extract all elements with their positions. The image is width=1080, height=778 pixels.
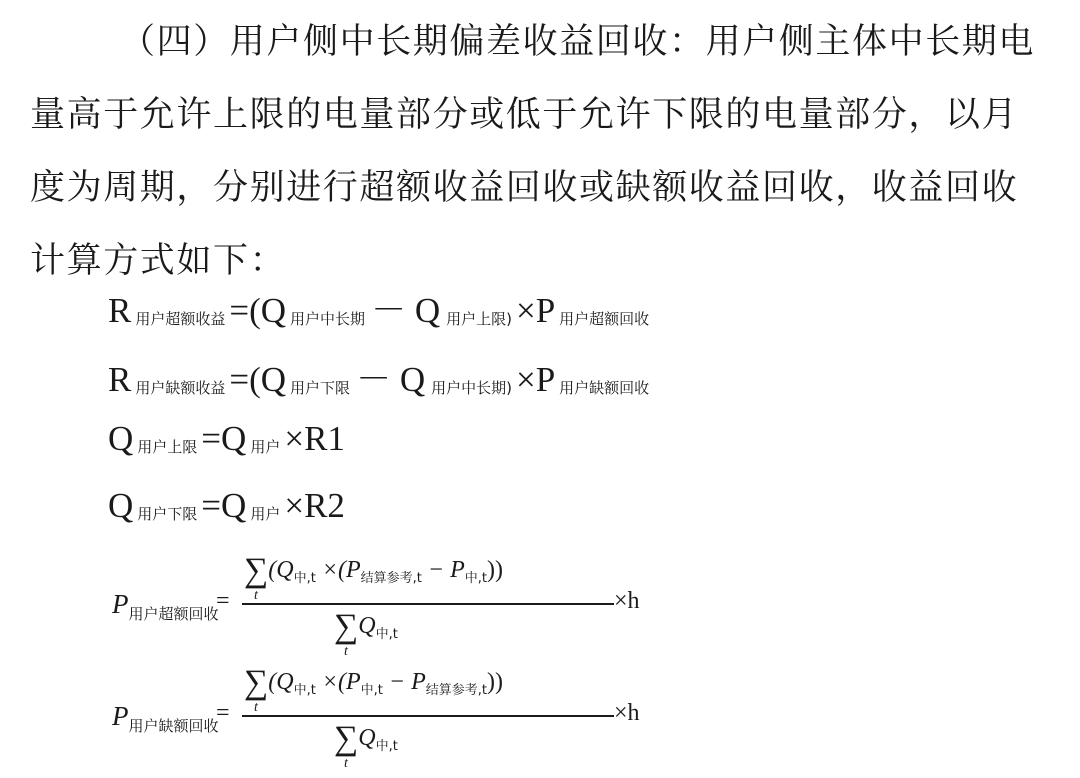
eq1-r: R <box>108 291 132 330</box>
f1-num-p2-sub: 中,t <box>464 571 487 586</box>
f1-den-t: t <box>344 644 348 659</box>
f1-numerator <box>244 548 503 589</box>
eq4-eq: =Q <box>201 486 247 525</box>
eq4-tail: ×R2 <box>284 486 345 525</box>
f2-tail: ×h <box>614 700 640 726</box>
eq1-times-p: ×P <box>515 291 556 330</box>
equation-upper-limit <box>108 419 345 459</box>
paragraph-text-1: （四）用户侧中长期偏差收益回收：用户侧主体中长期电 <box>120 22 1036 62</box>
paragraph-line-4: 计算方式如下： <box>30 241 287 281</box>
f2-denominator <box>334 716 398 757</box>
f2-num-minus: − P <box>382 669 426 695</box>
eq1-open: =(Q <box>229 291 287 330</box>
f1-den-q: Q <box>358 613 376 639</box>
f1-num-close: )) <box>487 557 503 583</box>
f1-num-sigma: ∑ <box>244 552 269 589</box>
f1-den-sigma: ∑ <box>334 608 359 645</box>
f2-numerator <box>244 660 503 701</box>
f2-lhs-subscript: 用户缺额回收 <box>128 717 219 735</box>
f2-equals: = <box>216 700 230 726</box>
eq2-p-subscript: 用户缺额回收 <box>559 379 650 397</box>
paragraph-line-1 <box>30 6 1036 79</box>
f1-lhs-p: P <box>112 589 129 619</box>
eq2-b-subscript: 用户中长期) <box>431 379 512 397</box>
equation-shortfall-revenue <box>108 352 653 402</box>
eq2-a-subscript: 用户下限 <box>290 379 351 397</box>
eq2-open: =(Q <box>229 360 287 399</box>
f2-num-sigma: ∑ <box>244 664 269 701</box>
f2-num-open: (Q <box>268 669 294 695</box>
eq2-r-subscript: 用户缺额收益 <box>135 379 226 397</box>
eq1-p-subscript: 用户超额回收 <box>559 310 650 328</box>
f1-equals: = <box>216 588 230 614</box>
f2-den-sigma: ∑ <box>334 720 359 757</box>
f1-denominator <box>334 604 398 645</box>
f1-fraction-bar <box>242 603 614 605</box>
f2-num-close: )) <box>487 669 503 695</box>
f2-num-times: ×(P <box>315 669 361 695</box>
f1-num-p1-sub: 结算参考,t <box>360 571 422 586</box>
eq1-a-subscript: 用户中长期 <box>290 310 366 328</box>
f1-lhs <box>112 589 219 624</box>
eq4-u-subscript: 用户 <box>250 505 281 523</box>
eq1-minus: － Q <box>371 291 441 330</box>
f2-den-q: Q <box>358 725 376 751</box>
eq2-times-p: ×P <box>515 360 556 399</box>
eq4-q-subscript: 用户下限 <box>137 505 198 523</box>
paragraph-line-3: 度为周期，分别进行超额收益回收或缺额收益回收，收益回收 <box>30 168 1019 208</box>
f1-num-t: t <box>254 588 258 603</box>
paragraph-line-2: 量高于允许上限的电量部分或低于允许下限的电量部分，以月 <box>30 95 1019 135</box>
f2-num-p2-sub: 结算参考,t <box>425 683 487 698</box>
f1-num-open: (Q <box>268 557 294 583</box>
f1-lhs-subscript: 用户超额回收 <box>128 605 219 623</box>
eq3-tail: ×R1 <box>284 419 345 458</box>
eq1-r-subscript: 用户超额收益 <box>135 310 226 328</box>
f2-num-q-sub: 中,t <box>293 683 316 698</box>
f1-tail: ×h <box>614 588 640 614</box>
eq2-r: R <box>108 360 132 399</box>
eq3-u-subscript: 用户 <box>250 438 281 456</box>
eq1-b-subscript: 用户上限) <box>446 310 512 328</box>
f1-den-q-sub: 中,t <box>375 627 398 642</box>
eq3-q: Q <box>108 419 134 458</box>
f2-den-t: t <box>344 756 348 771</box>
f2-lhs <box>112 701 219 736</box>
eq4-q: Q <box>108 486 134 525</box>
f2-num-t: t <box>254 700 258 715</box>
equation-lower-limit <box>108 486 345 526</box>
eq3-q-subscript: 用户上限 <box>137 438 198 456</box>
f2-lhs-p: P <box>112 701 129 731</box>
eq2-minus: － Q <box>356 360 426 399</box>
f1-num-times: ×(P <box>315 557 361 583</box>
f1-num-minus: − P <box>421 557 465 583</box>
body-paragraph <box>30 6 1036 298</box>
equation-surplus-revenue <box>108 283 653 333</box>
f2-den-q-sub: 中,t <box>375 739 398 754</box>
f2-num-p1-sub: 中,t <box>360 683 383 698</box>
eq3-eq: =Q <box>201 419 247 458</box>
f2-fraction-bar <box>242 715 614 717</box>
f1-num-q-sub: 中,t <box>293 571 316 586</box>
